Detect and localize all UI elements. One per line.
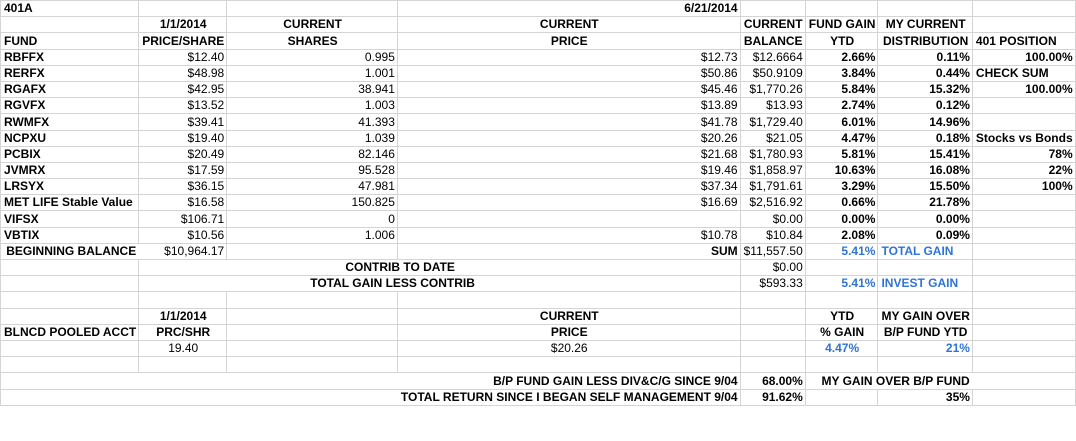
cell[interactable] [740,324,805,340]
cell[interactable] [878,1,972,17]
fund-distribution[interactable]: 0.18% [878,130,972,146]
fund-gain[interactable]: 3.29% [805,179,878,195]
fund-row [1,98,1076,114]
pooled-header-row [1,308,1076,324]
fund-shares[interactable]: 82.146 [227,146,398,162]
header-balance[interactable]: BALANCE [740,33,805,49]
fund-shares[interactable]: 1.006 [227,227,398,243]
fund-row [1,114,1076,130]
fund-price[interactable]: $16.69 [397,195,740,211]
fund-shares[interactable]: 150.825 [227,195,398,211]
cell[interactable] [139,276,227,292]
pooled-over-value[interactable]: 21% [878,340,972,356]
fund-price[interactable]: $10.78 [397,227,740,243]
cell[interactable] [972,98,1075,114]
total-return-value[interactable]: 91.62% [740,389,805,405]
pooled-bp-fund-ytd[interactable]: B/P FUND YTD [878,324,972,340]
fund-name[interactable]: RBFFX [1,49,139,65]
pooled-values-row [1,340,1076,356]
cell[interactable] [1,276,139,292]
fund-shares[interactable]: 0 [227,211,398,227]
bp-gain-label-cell[interactable] [397,373,740,389]
stocks-vs-bonds-label[interactable]: Stocks vs Bonds [972,130,1075,146]
beginning-balance-value[interactable]: $10,964.17 [139,243,227,259]
cell[interactable] [1,308,139,324]
header-date-start[interactable]: 1/1/2014 [139,17,227,33]
fund-price[interactable]: $41.78 [397,114,740,130]
fund-price-share[interactable]: $12.40 [139,49,227,65]
cell[interactable] [1,389,139,405]
fund-distribution[interactable]: 15.32% [878,81,972,97]
allocation-total[interactable]: 100% [972,179,1075,195]
cell[interactable] [397,357,740,373]
cell[interactable] [972,195,1075,211]
fund-row [1,162,1076,178]
cell[interactable] [972,340,1075,356]
fund-row [1,211,1076,227]
cell[interactable] [740,357,805,373]
cell[interactable] [805,389,878,405]
fund-name[interactable]: MET LIFE Stable Value [1,195,139,211]
cell[interactable] [1,373,139,389]
fund-gain[interactable]: 4.47% [805,130,878,146]
cell[interactable] [227,357,398,373]
cell[interactable] [805,1,878,17]
header-distribution[interactable]: DISTRIBUTION [878,33,972,49]
fund-price[interactable]: $12.73 [397,49,740,65]
cell[interactable] [878,357,972,373]
position-total[interactable]: 100.00% [972,49,1075,65]
fund-balance[interactable]: $1,791.61 [740,179,805,195]
fund-distribution[interactable]: 0.44% [878,65,972,81]
pooled-prc-value[interactable]: 19.40 [139,340,227,356]
fund-row [1,81,1076,97]
fund-price-share[interactable]: $42.95 [139,81,227,97]
fund-name[interactable]: RGVFX [1,98,139,114]
header-my-current[interactable]: MY CURRENT [878,17,972,33]
cell[interactable] [139,292,227,308]
cell[interactable] [878,292,972,308]
fund-row [1,179,1076,195]
sheet-row [1,292,1076,308]
pooled-price[interactable]: PRICE [397,324,740,340]
less-contrib-label-cell[interactable] [227,276,475,292]
cell[interactable] [227,243,398,259]
fund-balance[interactable]: $2,516.92 [740,195,805,211]
sum-value[interactable]: $11,557.50 [740,243,805,259]
cell[interactable] [972,17,1075,33]
fund-price-share[interactable]: $36.15 [139,179,227,195]
cell[interactable] [397,292,740,308]
pooled-account-label[interactable]: BLNCD POOLED ACCT [1,324,139,340]
header-current-price-top[interactable]: CURRENT [397,17,740,33]
header-date-current[interactable]: 6/21/2014 [397,1,740,17]
cell[interactable] [878,260,972,276]
fund-distribution[interactable]: 21.78% [878,195,972,211]
pooled-prc-shr[interactable]: PRC/SHR [139,324,227,340]
fund-distribution[interactable]: 16.08% [878,162,972,178]
less-contrib-value[interactable]: $593.33 [740,276,805,292]
pooled-current[interactable]: CURRENT [397,308,740,324]
fund-balance[interactable]: $50.9109 [740,65,805,81]
my-gain-over-bp-label[interactable]: MY GAIN OVER B/P FUND [878,373,972,389]
fund-shares[interactable]: 0.995 [227,49,398,65]
invest-gain-percent[interactable]: 5.41% [805,276,878,292]
cell[interactable] [972,292,1075,308]
beginning-balance-label[interactable]: BEGINNING BALANCE [1,243,139,259]
total-gain-percent[interactable]: 5.41% [805,243,878,259]
fund-gain[interactable]: 0.00% [805,211,878,227]
cell[interactable] [139,260,227,276]
fund-row [1,195,1076,211]
fund-price-share[interactable]: $20.49 [139,146,227,162]
cell[interactable] [1,260,139,276]
sheet-row [1,1,1076,17]
fund-name[interactable]: RERFX [1,65,139,81]
fund-name[interactable]: LRSYX [1,179,139,195]
fund-price-share[interactable]: $16.58 [139,195,227,211]
fund-distribution[interactable]: 15.41% [878,146,972,162]
summary-row [1,276,1076,292]
fund-gain[interactable]: 2.74% [805,98,878,114]
fund-price[interactable]: $19.46 [397,162,740,178]
fund-price[interactable]: $21.68 [397,146,740,162]
fund-shares[interactable]: 1.039 [227,130,398,146]
pooled-pct-gain[interactable]: % GAIN [805,324,878,340]
sheet-row [1,17,1076,33]
less-contrib-label: TOTAL GAIN LESS CONTRIB [310,276,475,291]
sheet-title[interactable]: 401A [1,1,139,17]
fund-name[interactable]: JVMRX [1,162,139,178]
fund-gain[interactable]: 2.66% [805,49,878,65]
contrib-value[interactable]: $0.00 [740,260,805,276]
fund-distribution[interactable]: 0.11% [878,49,972,65]
fund-name[interactable]: RWMFX [1,114,139,130]
fund-shares[interactable]: 1.003 [227,98,398,114]
header-current-shares-top[interactable]: CURRENT [227,17,398,33]
fund-balance[interactable]: $13.93 [740,98,805,114]
header-price-share[interactable]: PRICE/SHARE [139,33,227,49]
cell[interactable] [972,357,1075,373]
cell[interactable] [972,211,1075,227]
stocks-percent[interactable]: 78% [972,146,1075,162]
fund-balance[interactable]: $1,858.97 [740,162,805,178]
fund-distribution[interactable]: 0.12% [878,98,972,114]
cell[interactable] [805,292,878,308]
fund-price-share[interactable]: $17.59 [139,162,227,178]
footer-row [1,373,1076,389]
fund-name[interactable]: RGAFX [1,81,139,97]
fund-distribution[interactable]: 14.96% [878,114,972,130]
summary-row [1,243,1076,259]
header-price[interactable]: PRICE [397,33,740,49]
cell[interactable] [740,340,805,356]
fund-balance[interactable]: $0.00 [740,211,805,227]
fund-balance[interactable]: $21.05 [740,130,805,146]
cell[interactable] [972,308,1075,324]
cell[interactable] [139,389,227,405]
fund-gain[interactable]: 6.01% [805,114,878,130]
cell[interactable] [972,324,1075,340]
total-return-label-cell[interactable] [397,389,740,405]
cell[interactable] [740,1,805,17]
pooled-gain-value[interactable]: 4.47% [805,340,878,356]
my-gain-over-bp-value[interactable]: 35% [878,389,972,405]
fund-name[interactable]: PCBIX [1,146,139,162]
cell[interactable] [972,1,1075,17]
fund-shares[interactable]: 41.393 [227,114,398,130]
fund-row [1,49,1076,65]
pooled-my-gain-over[interactable]: MY GAIN OVER [878,308,972,324]
fund-name[interactable]: VIFSX [1,211,139,227]
cell[interactable] [139,373,227,389]
cell[interactable] [1,292,139,308]
header-401-position[interactable]: 401 POSITION [972,33,1075,49]
header-shares[interactable]: SHARES [227,33,398,49]
fund-name[interactable]: NCPXU [1,130,139,146]
fund-gain[interactable]: 0.66% [805,195,878,211]
fund-shares[interactable]: 47.981 [227,179,398,195]
cell[interactable] [227,308,398,324]
fund-balance[interactable]: $1,729.40 [740,114,805,130]
total-gain-label[interactable]: TOTAL GAIN [878,243,972,259]
cell[interactable] [227,324,398,340]
fund-price[interactable] [397,211,740,227]
fund-gain[interactable]: 5.84% [805,81,878,97]
fund-distribution[interactable]: 0.09% [878,227,972,243]
cell[interactable] [227,373,398,389]
cell[interactable] [227,292,398,308]
cell[interactable] [740,292,805,308]
header-current-balance-top[interactable]: CURRENT [740,17,805,33]
fund-price[interactable]: $13.89 [397,98,740,114]
fund-row [1,146,1076,162]
cell[interactable] [972,243,1075,259]
cell[interactable] [805,357,878,373]
fund-price-share[interactable]: $39.41 [139,114,227,130]
fund-balance[interactable]: $10.84 [740,227,805,243]
cell[interactable] [1,17,139,33]
cell[interactable] [805,260,878,276]
sum-label[interactable]: SUM [397,243,740,259]
fund-price-share[interactable]: $48.98 [139,65,227,81]
check-sum-label[interactable]: CHECK SUM [972,65,1075,81]
fund-price-share[interactable]: $19.40 [139,130,227,146]
cell[interactable] [227,340,398,356]
total-return-label: TOTAL RETURN SINCE I BEGAN SELF MANAGEMENT 9/04 [400,389,738,404]
cell[interactable] [139,1,227,17]
fund-name[interactable]: VBTIX [1,227,139,243]
cell[interactable] [139,357,227,373]
pooled-price-value[interactable]: $20.26 [397,340,740,356]
fund-balance[interactable]: $12.6664 [740,49,805,65]
fund-balance[interactable]: $1,780.93 [740,146,805,162]
fund-gain[interactable]: 3.84% [805,65,878,81]
summary-row [1,260,1076,276]
fund-shares[interactable]: 38.941 [227,81,398,97]
check-sum-value[interactable]: 100.00% [972,81,1075,97]
cell[interactable] [972,114,1075,130]
bp-gain-value[interactable]: 68.00% [740,373,805,389]
fund-price-share[interactable]: $106.71 [139,211,227,227]
pooled-ytd[interactable]: YTD [805,308,878,324]
fund-distribution[interactable]: 0.00% [878,211,972,227]
header-fund[interactable]: FUND [1,33,139,49]
bp-gain-label: B/P FUND GAIN LESS DIV&C/G SINCE 9/04 [493,373,738,388]
cell[interactable] [227,389,398,405]
contrib-label-cell[interactable] [227,260,455,276]
fund-row [1,65,1076,81]
cell[interactable] [972,276,1075,292]
pooled-header-row [1,324,1076,340]
contrib-label: CONTRIB TO DATE [345,260,455,275]
fund-gain[interactable]: 10.63% [805,162,878,178]
cell[interactable] [740,308,805,324]
fund-row [1,130,1076,146]
fund-gain[interactable]: 5.81% [805,146,878,162]
header-ytd[interactable]: YTD [805,33,878,49]
footer-row [1,389,1076,405]
fund-shares[interactable]: 95.528 [227,162,398,178]
fund-shares[interactable]: 1.001 [227,65,398,81]
sheet-row [1,357,1076,373]
header-fund-gain[interactable]: FUND GAIN [805,17,878,33]
fund-price-share[interactable]: $10.56 [139,227,227,243]
sheet-row [1,33,1076,49]
cell[interactable] [972,260,1075,276]
cell[interactable] [1,340,139,356]
fund-distribution[interactable]: 15.50% [878,179,972,195]
cell[interactable] [972,227,1075,243]
fund-price[interactable]: $20.26 [397,130,740,146]
fund-gain[interactable]: 2.08% [805,227,878,243]
fund-price[interactable]: $50.86 [397,65,740,81]
fund-row [1,227,1076,243]
invest-gain-label[interactable]: INVEST GAIN [878,276,972,292]
cell[interactable] [1,357,139,373]
cell[interactable] [227,1,398,17]
fund-price[interactable]: $37.34 [397,179,740,195]
pooled-date[interactable]: 1/1/2014 [139,308,227,324]
bonds-percent[interactable]: 22% [972,162,1075,178]
fund-price-share[interactable]: $13.52 [139,98,227,114]
cell[interactable] [972,389,1075,405]
fund-balance[interactable]: $1,770.26 [740,81,805,97]
fund-price[interactable]: $45.46 [397,81,740,97]
cell[interactable] [972,373,1075,389]
